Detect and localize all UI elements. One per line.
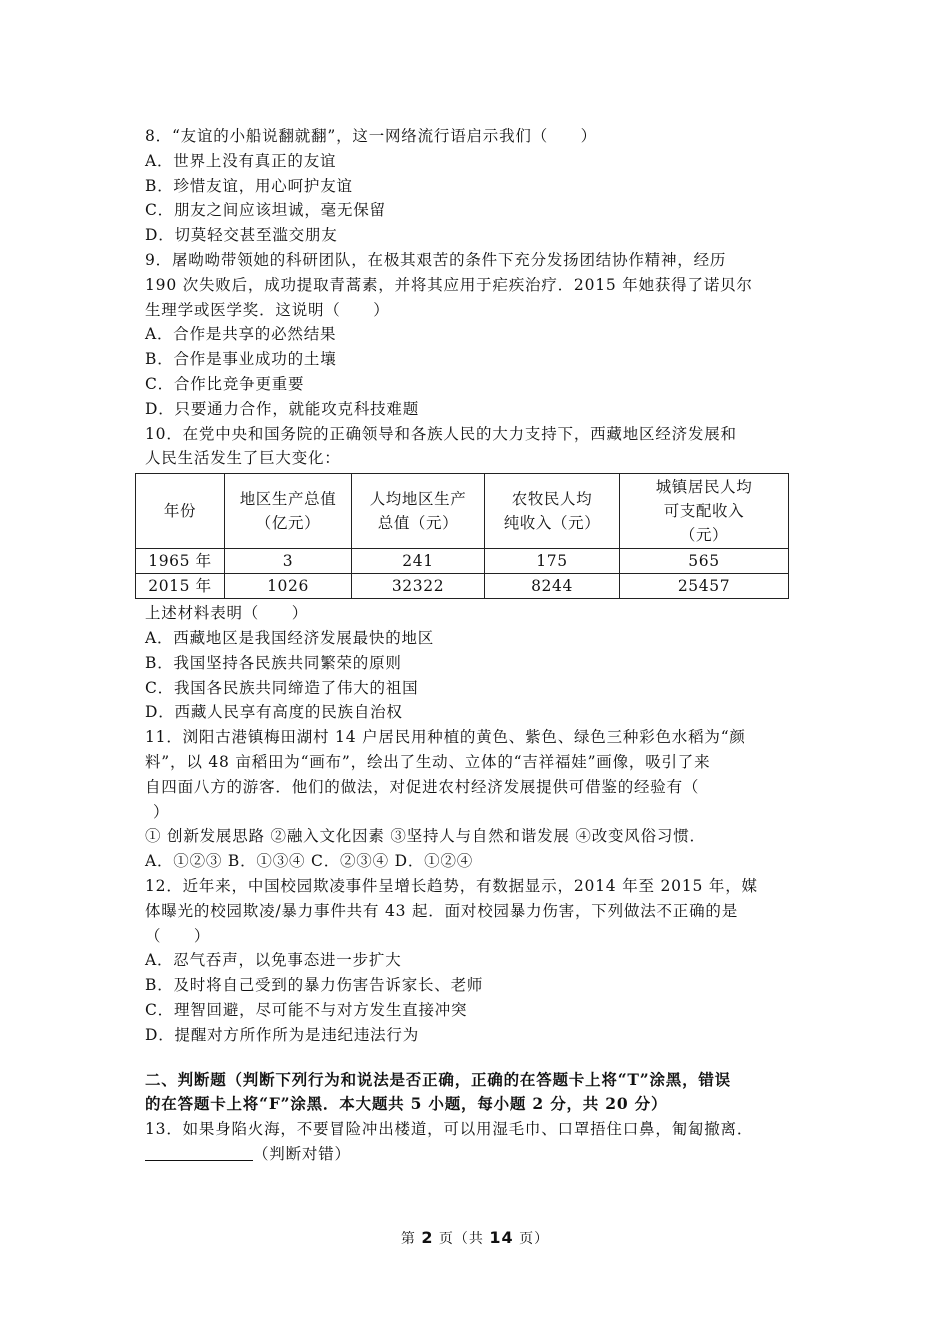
q10-option-d: D．西藏人民享有高度的民族自治权 <box>145 703 403 722</box>
answer-blank[interactable] <box>145 1144 253 1161</box>
exam-page <box>145 124 810 1167</box>
q11-options: A．①②③ B．①③④ C．②③④ D．①②④ <box>145 852 474 871</box>
q8-option-d: D．切莫轻交甚至滥交朋友 <box>145 226 338 245</box>
q12-option-a: A．忍气吞声，以免事态进一步扩大 <box>145 951 402 970</box>
question-10 <box>145 422 810 726</box>
q11-items: ① 创新发展思路 ②融入文化因素 ③坚持人与自然和谐发展 ④改变风俗习惯． <box>145 827 706 846</box>
section-2-heading <box>145 1068 810 1118</box>
q8-option-c: C．朋友之间应该坦诚，毫无保留 <box>145 201 386 220</box>
table-cell: 175 <box>485 549 620 574</box>
q12-stem-line3: （ ） <box>145 926 211 945</box>
q11-stem-line3: 自四面八方的游客．他们的做法，对促进农村经济发展提供可借鉴的经验有（ <box>145 777 700 796</box>
q12-stem-line1: 12．近年来，中国校园欺凌事件呈增长趋势，有数据显示，2014 年至 2015 年，媒 <box>145 876 758 895</box>
table-header-gdp-per-capita: 人均地区生产 总值（元） <box>352 474 485 549</box>
section-spacer <box>145 1048 810 1068</box>
current-page-number: 2 <box>421 1228 434 1247</box>
q11-stem-line4: ） <box>153 802 170 821</box>
q9-stem-line3: 生理学或医学奖．这说明（ ） <box>145 300 390 319</box>
q8-stem: 8．“友谊的小船说翻就翻”，这一网络流行语启示我们（ ） <box>145 127 597 145</box>
q10-after-table: 上述材料表明（ ） <box>145 604 309 623</box>
q9-option-a: A．合作是共享的必然结果 <box>145 325 337 344</box>
table-cell: 2015 年 <box>136 574 225 599</box>
section-2-title-line2: 的在答题卡上将“F”涂黑．本大题共 5 小题，每小题 2 分，共 20 分） <box>145 1094 668 1114</box>
table-row <box>136 549 789 574</box>
table-header-gdp: 地区生产总值 （亿元） <box>225 474 352 549</box>
q12-stem-line2: 体曝光的校园欺凌/暴力事件共有 43 起．面对校园暴力伤害，下列做法不正确的是 <box>145 901 739 920</box>
table-header-urban-income: 城镇居民人均 可支配收入 （元） <box>620 474 789 549</box>
q10-option-a: A．西藏地区是我国经济发展最快的地区 <box>145 628 435 647</box>
table-row <box>136 574 789 599</box>
table-cell: 1026 <box>225 574 352 599</box>
total-page-count: 14 <box>489 1228 514 1247</box>
q13-answer-line <box>145 1142 810 1167</box>
q8-option-a: A．世界上没有真正的友谊 <box>145 151 337 170</box>
q11-stem-line1: 11．浏阳古港镇梅田湖村 14 户居民用种植的黄色、紫色、绿色三种彩色水稻为“颜 <box>145 728 746 747</box>
question-13 <box>145 1117 810 1167</box>
q9-option-b: B．合作是事业成功的土壤 <box>145 350 337 369</box>
table-header-row <box>136 474 789 549</box>
page-footer: 第 2 页（共 14 页） <box>400 1228 550 1247</box>
table-cell: 25457 <box>620 574 789 599</box>
table-header-rural-income: 农牧民人均 纯收入（元） <box>485 474 620 549</box>
question-11 <box>145 725 810 874</box>
q12-option-c: C．理智回避，尽可能不与对方发生直接冲突 <box>145 1000 468 1019</box>
q9-option-d: D．只要通力合作，就能攻克科技难题 <box>145 399 420 418</box>
table-cell: 241 <box>352 549 485 574</box>
q10-option-c: C．我国各民族共同缔造了伟大的祖国 <box>145 678 419 697</box>
table-cell: 1965 年 <box>136 549 225 574</box>
q13-hint: （判断对错） <box>253 1144 351 1163</box>
question-9 <box>145 248 810 422</box>
q12-option-d: D．提醒对方所作所为是违纪违法行为 <box>145 1025 420 1044</box>
question-12 <box>145 874 810 1048</box>
q9-stem-line1: 9．屠呦呦带领她的科研团队，在极其艰苦的条件下充分发扬团结协作精神，经历 <box>145 250 727 269</box>
tibet-economy-table <box>135 473 789 599</box>
table-cell: 8244 <box>485 574 620 599</box>
q8-option-b: B．珍惜友谊，用心呵护友谊 <box>145 176 353 195</box>
table-cell: 32322 <box>352 574 485 599</box>
q9-option-c: C．合作比竞争更重要 <box>145 374 305 393</box>
q10-option-b: B．我国坚持各民族共同繁荣的原则 <box>145 653 402 672</box>
question-8 <box>145 124 810 248</box>
q10-stem-line1: 10．在党中央和国务院的正确领导和各族人民的大力支持下，西藏地区经济发展和 <box>145 424 737 443</box>
q10-stem-line2: 人民生活发生了巨大变化： <box>145 449 341 468</box>
table-cell: 565 <box>620 549 789 574</box>
table-header-year: 年份 <box>136 474 225 549</box>
section-2-title-line1: 二、判断题（判断下列行为和说法是否正确，正确的在答题卡上将“T”涂黑，错误 <box>145 1069 731 1089</box>
q13-stem: 13．如果身陷火海，不要冒险冲出楼道，可以用湿毛巾、口罩捂住口鼻，匍匐撤离． <box>145 1120 754 1139</box>
q11-stem-line2: 料”，以 48 亩稻田为“画布”，绘出了生动、立体的“吉祥福娃”画像，吸引了来 <box>145 752 711 771</box>
table-cell: 3 <box>225 549 352 574</box>
q9-stem-line2: 190 次失败后，成功提取青蒿素，并将其应用于疟疾治疗．2015 年她获得了诺贝尔 <box>145 275 753 294</box>
q12-option-b: B．及时将自己受到的暴力伤害告诉家长、老师 <box>145 976 484 995</box>
